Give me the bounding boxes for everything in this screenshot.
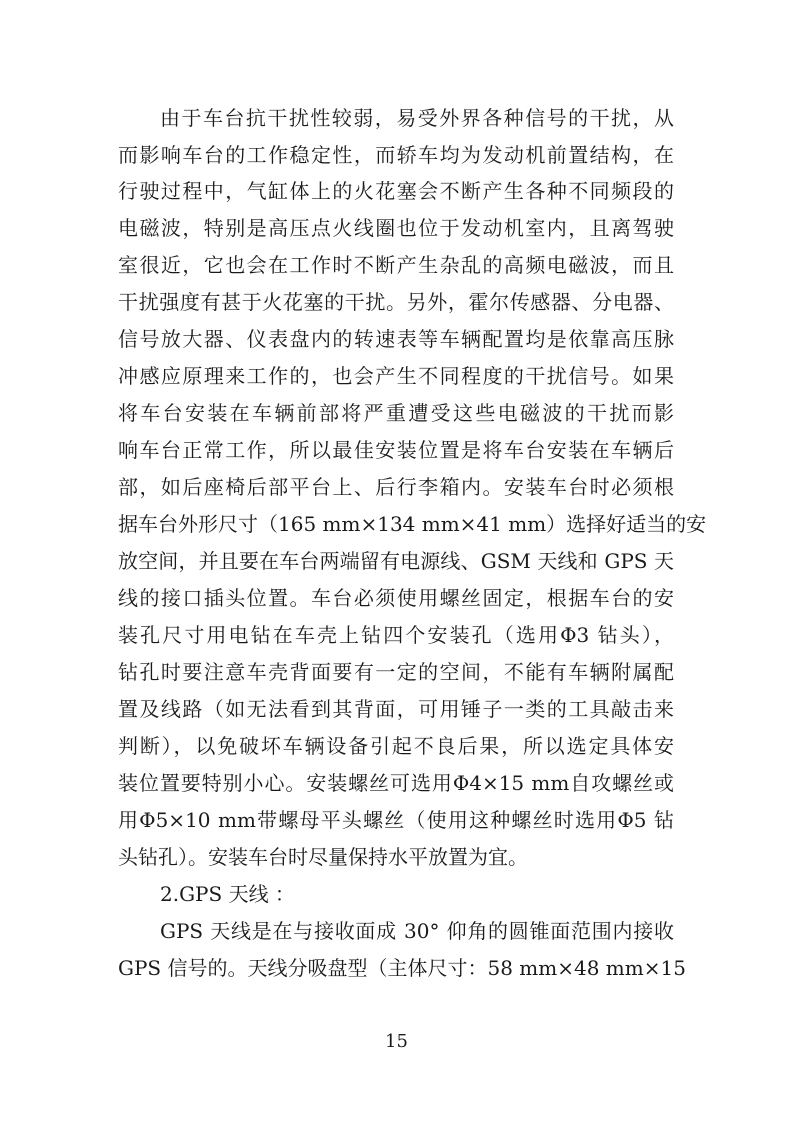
paragraph-line: 室很近，它也会在工作时不断产生杂乱的高频电磁波，而且: [118, 253, 674, 277]
paragraph-line: 钻孔时要注意车壳背面要有一定的空间，不能有车辆附属配: [118, 660, 674, 684]
paragraph-line: 由于车台抗干扰性较弱，易受外界各种信号的干扰，从: [160, 106, 674, 130]
paragraph-line: 判断），以免破坏车辆设备引起不良后果，所以选定具体安: [118, 734, 674, 758]
paragraph-line: 置及线路（如无法看到其背面，可用锤子一类的工具敲击来: [118, 697, 674, 721]
paragraph-line: 部，如后座椅后部平台上、后行李箱内。安装车台时必须根: [118, 475, 674, 499]
paragraph-line: GPS 天线是在与接收面成 30° 仰角的圆锥面范围内接收: [160, 919, 674, 943]
paragraph-line: 用Φ5×10 mm带螺母平头螺丝（使用这种螺丝时选用Φ5 钻: [118, 808, 674, 832]
paragraph-line: 响车台正常工作，所以最佳安装位置是将车台安装在车辆后: [118, 438, 674, 462]
paragraph-line: 据车台外形尺寸（165 mm×134 mm×41 mm）选择好适当的安: [118, 512, 707, 536]
page-number: 15: [385, 1031, 408, 1052]
paragraph-line: 而影响车台的工作稳定性，而轿车均为发动机前置结构，在: [118, 143, 674, 167]
paragraph-line: 装位置要特别小心。安装螺丝可选用Φ4×15 mm自攻螺丝或: [118, 771, 674, 795]
paragraph-line: 信号放大器、仪表盘内的转速表等车辆配置均是依靠高压脉: [118, 327, 674, 351]
paragraph-line: 干扰强度有甚于火花塞的干扰。另外，霍尔传感器、分电器、: [118, 290, 674, 314]
paragraph-line: 冲感应原理来工作的，也会产生不同程度的干扰信号。如果: [118, 364, 674, 388]
section-heading: 2.GPS 天线 ：: [160, 882, 295, 906]
paragraph-line: 装孔尺寸用电钻在车壳上钻四个安装孔（选用Φ3 钻头），: [118, 623, 674, 647]
paragraph-line: 行驶过程中，气缸体上的火花塞会不断产生各种不同频段的: [118, 179, 674, 203]
paragraph-line: 将车台安装在车辆前部将严重遭受这些电磁波的干扰而影: [118, 401, 674, 425]
paragraph-line: 电磁波，特别是高压点火线圈也位于发动机室内，且离驾驶: [118, 216, 674, 240]
paragraph-line: GPS 信号的。天线分吸盘型（主体尺寸：58 mm×48 mm×15: [118, 956, 686, 980]
paragraph-line: 放空间，并且要在车台两端留有电源线、GSM 天线和 GPS 天: [118, 549, 674, 573]
paragraph-line: 线的接口插头位置。车台必须使用螺丝固定，根据车台的安: [118, 586, 674, 610]
paragraph-line: 头钻孔）。安装车台时尽量保持水平放置为宜。: [118, 845, 528, 869]
